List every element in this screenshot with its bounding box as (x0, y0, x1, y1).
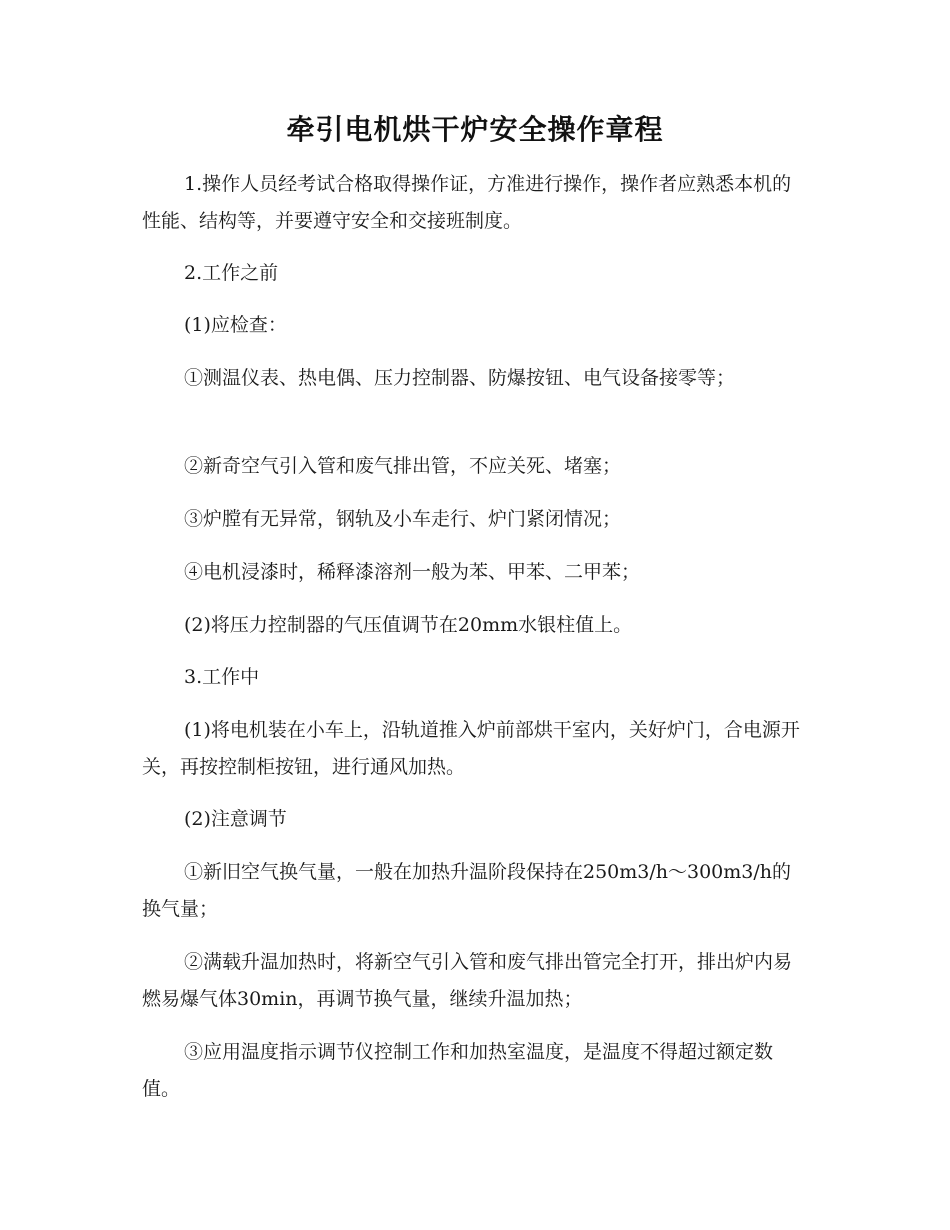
paragraph: 1.操作人员经考试合格取得操作证，方准进行操作，操作者应熟悉本机的性能、结构等，并要遵守安全和交接班制度。 (142, 173, 792, 232)
paragraph: (2)将压力控制器的气压值调节在20mm水银柱值上。 (184, 614, 633, 636)
paragraph: (1)应检查： (184, 314, 287, 336)
paragraph: ①测温仪表、热电偶、压力控制器、防爆按钮、电气设备接零等； (184, 367, 736, 389)
paragraph: 3.工作中 (184, 666, 260, 688)
paragraph: ④电机浸漆时，稀释漆溶剂一般为苯、甲苯、二甲苯； (184, 561, 641, 583)
paragraph: 2.工作之前 (184, 262, 279, 284)
paragraph: ②新奇空气引入管和废气排出管，不应关死、堵塞； (184, 455, 622, 477)
paragraph: (1)将电机装在小车上，沿轨道推入炉前部烘干室内，关好炉门，合电源开关，再按控制柜按钮，进行通风加热。 (142, 719, 800, 778)
paragraph: (2)注意调节 (184, 808, 287, 830)
document-title: 牵引电机烘干炉安全操作章程 (286, 113, 664, 146)
paragraph: ③炉膛有无异常，钢轨及小车走行、炉门紧闭情况； (184, 508, 622, 530)
paragraph: ③应用温度指示调节仪控制工作和加热室温度，是温度不得超过额定数值。 (142, 1041, 774, 1100)
paragraph: ②满载升温加热时，将新空气引入管和废气排出管完全打开，排出炉内易燃易爆气体30min，再调节换气量，继续升温加热； (142, 951, 793, 1010)
paragraph: ①新旧空气换气量，一般在加热升温阶段保持在250m3/h～300m3/h的换气量； (142, 861, 792, 920)
